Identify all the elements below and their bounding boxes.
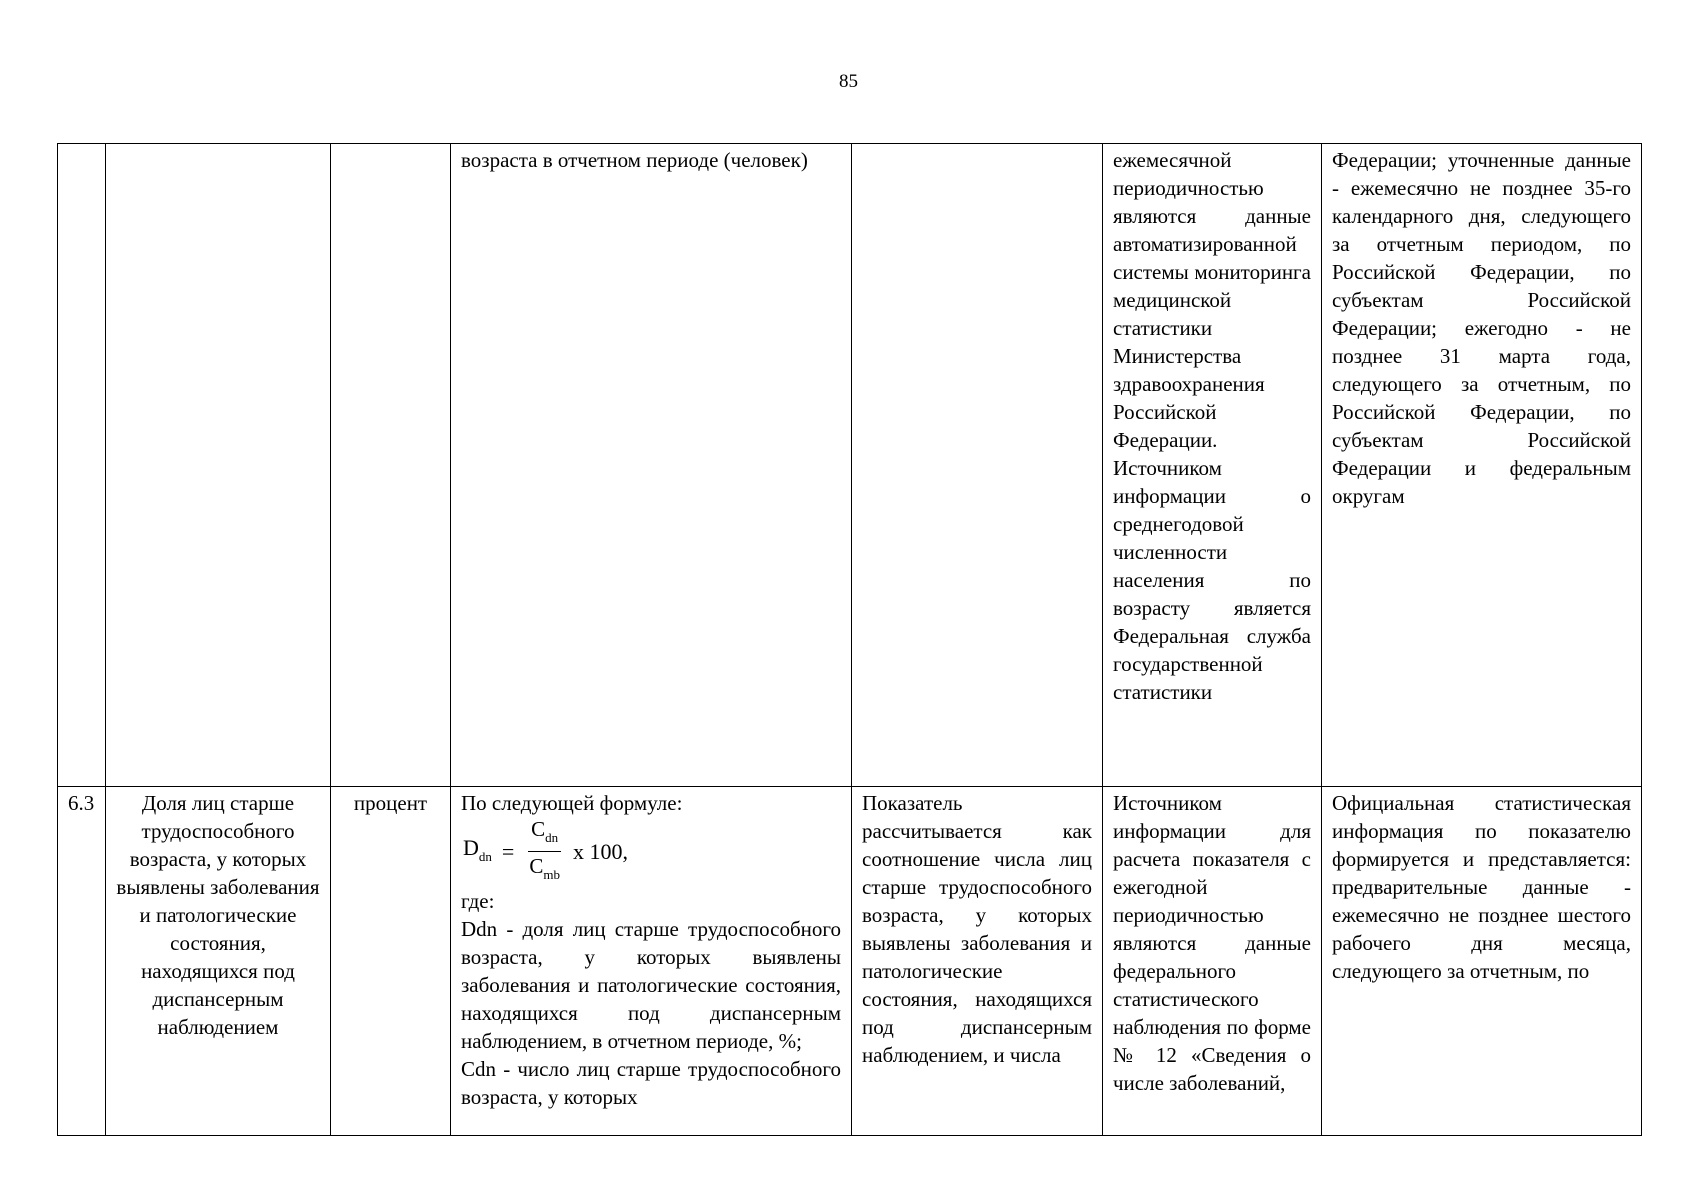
cell-source: ежемесячной периодичностью являются данные автоматизированной системы мониторинга медицинской статистики Министерства здравоохранения Российской Федерации. Источником информации о среднегодовой численности населения по возрасту является Федеральная служба государственной статистики	[1103, 144, 1322, 787]
method-ddn-definition: Ddn - доля лиц старше трудоспособного возраста, у которых выявлены заболевания и патологические состояния, находящихся под диспансерным наблюдением, в отчетном периоде, %;	[461, 917, 841, 1053]
cell-timing: Федерации; уточненные данные - ежемесячно не позднее 35-го календарного дня, следующего за отчетным периодом, по Российской Федерации, по субъектам Российской Федерации; ежегодно - не позднее 31 марта года, следующего за отчетным, по Российской Федерации, по субъектам Российской Федерации и федеральным округам	[1322, 144, 1642, 787]
formula-multiplier: x 100,	[572, 839, 628, 864]
formula-lhs: $D_{dn}$	[463, 834, 492, 864]
table-row	[58, 787, 1642, 1136]
cell-indicator-name: Доля лиц старше трудоспособного возраста, у которых выявлены заболевания и патологические состояния, находящихся под диспансерным наблюдением	[106, 787, 331, 1136]
cell-unit	[331, 144, 451, 787]
cell-calculation: Показатель рассчитывается как соотношение числа лиц старше трудоспособного возраста, у которых выявлены заболевания и патологические состояния, находящихся под диспансерным наблюдением, и числа	[852, 787, 1103, 1136]
method-cdn-definition: Cdn - число лиц старше трудоспособного возраста, у которых	[461, 1057, 841, 1109]
method-where: где:	[461, 889, 495, 913]
table-row	[58, 144, 1642, 787]
formula-denominator: $C_{mb}$	[529, 853, 560, 882]
cell-number: 6.3	[58, 787, 106, 1136]
cell-source: Источником информации для расчета показателя с ежегодной периодичностью являются данные федерального статистического наблюдения по форме № 12 «Сведения о числе заболеваний,	[1103, 787, 1322, 1136]
cell-calculation	[852, 144, 1103, 787]
cell-timing: Официальная статистическая информация по показателю формируется и представляется: предварительные данные - ежемесячно не позднее шестого рабочего дня месяца, следующего за отчетным, по	[1322, 787, 1642, 1136]
cell-method	[451, 144, 852, 787]
cell-indicator-name	[106, 144, 331, 787]
formula-fraction	[526, 816, 563, 889]
cell-method	[451, 787, 852, 1136]
cell-unit: процент	[331, 787, 451, 1136]
indicators-table	[57, 143, 1642, 1136]
cell-number	[58, 144, 106, 787]
formula	[463, 816, 841, 883]
formula-equals: =	[501, 839, 515, 864]
page-number: 85	[839, 71, 858, 92]
method-intro: По следующей формуле:	[461, 791, 683, 815]
formula-numerator: $C_{dn}$	[528, 816, 561, 852]
method-text: возраста в отчетном периоде (человек)	[461, 148, 808, 172]
